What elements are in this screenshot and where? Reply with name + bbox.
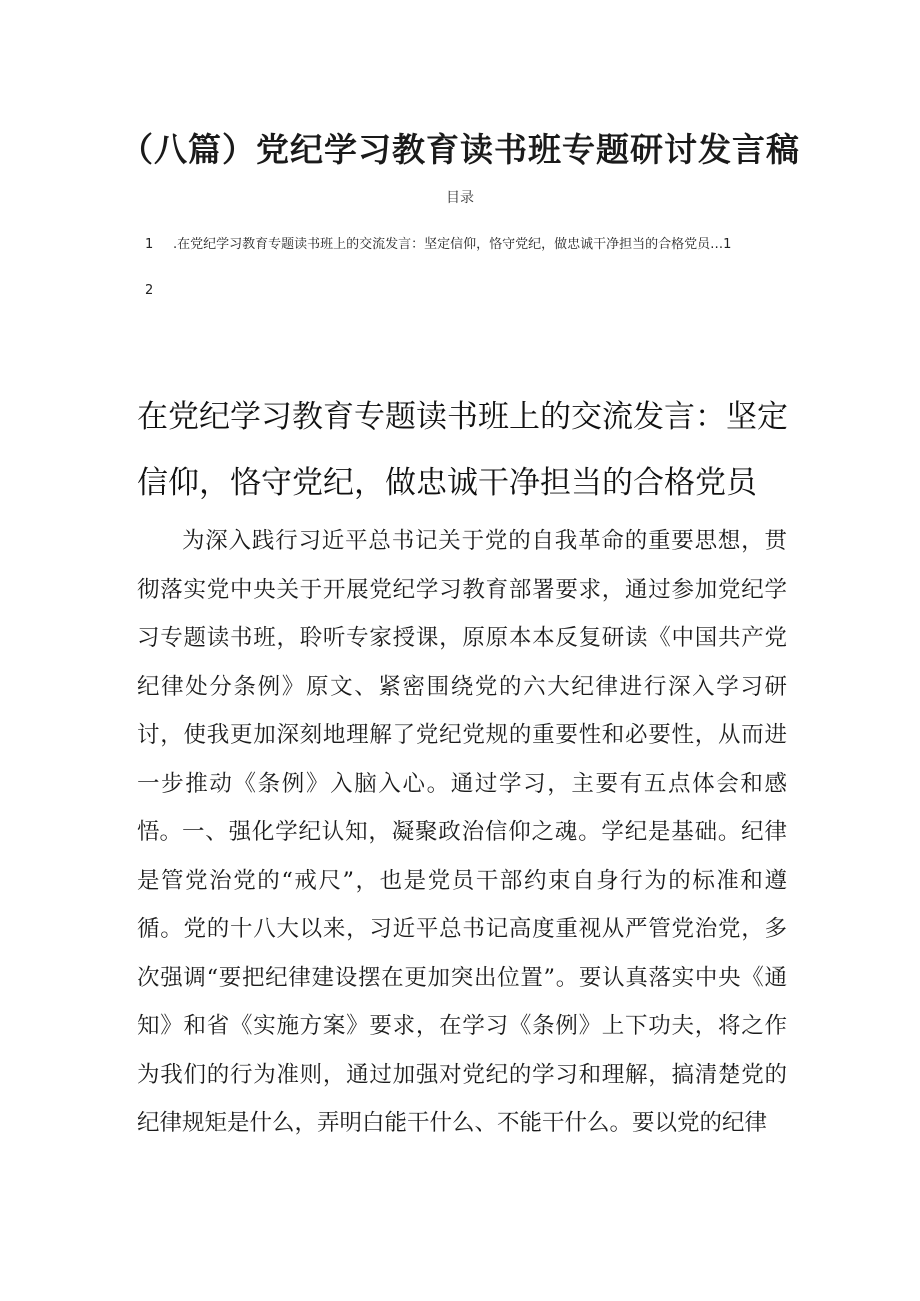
toc-entry-number: 1 xyxy=(145,237,154,252)
section-title: 在党纪学习教育专题读书班上的交流发言：坚定信仰，恪守党纪，做忠诚干净担当的合格党员 xyxy=(137,399,788,501)
toc-entry[interactable] xyxy=(145,233,785,252)
toc-entry-number: 2 xyxy=(145,283,154,298)
body-paragraph: 为深入践行习近平总书记关于党的自我革命的重要思想，贯彻落实党中央关于开展党纪学习教育部署要求，通过参加党纪学习专题读书班，聆听专家授课，原原本本反复研读《中国共产党纪律处分条例》原文、紧密围绕党的六大纪律进行深入学习研讨，使我更加深刻地理解了党纪党规的重要性和必要性，从而进一步推动《条例》入脑入心。通过学习，主要有五点体会和感悟。 xyxy=(137,528,787,845)
toc-entry-text: .在党纪学习教育专题读书班上的交流发言：坚定信仰，恪守党纪，做忠诚干净担当的合格党员…1 xyxy=(173,237,732,252)
toc-entry[interactable] xyxy=(145,283,173,298)
toc-heading: 目录 xyxy=(446,190,474,206)
document-title: （八篇）党纪学习教育读书班专题研讨发言稿 xyxy=(120,130,800,169)
body-paragraph: 一、强化学纪认知，凝聚政治信仰之魂。学纪是基础。纪律是管党治党的“戒尺”，也是党员干部约束自身行为的标准和遵循。党的十八大以来，习近平总书记高度重视从严管党治党，多次强调“要把纪律建设摆在更加突出位置”。要认真落实中央《通知》和省《实施方案》要求，在学习《条例》上下功夫，将之作为我们的行为准则，通过加强对党纪的学习和理解，搞清楚党的纪律规矩是什么，弄明白能干什么、不能干什么。要以党的纪律 xyxy=(137,819,787,1136)
